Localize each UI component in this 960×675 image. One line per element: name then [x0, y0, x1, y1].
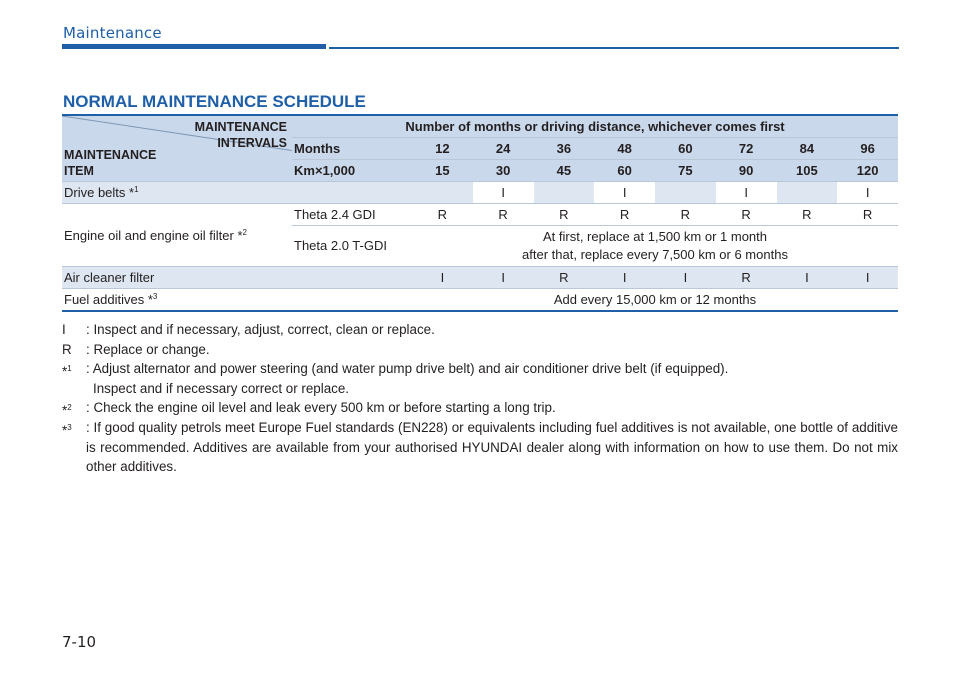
engine-oil-cell: R: [837, 204, 898, 226]
section-title: Maintenance: [63, 24, 162, 42]
drive-belts-cell: [534, 182, 595, 204]
drive-belts-cell: [777, 182, 838, 204]
air-cleaner-cell: I: [594, 267, 655, 289]
note-key: R: [62, 341, 72, 357]
months-cell: 36: [534, 138, 595, 160]
engine-oil-sub-theta20: Theta 2.0 T-GDI: [292, 226, 412, 267]
km-cell: 45: [534, 160, 595, 182]
engine-oil-cell: R: [534, 204, 595, 226]
note-key: *$^3$: [62, 422, 72, 438]
theta20-line2: after that, replace every 7,500 km or 6 months: [522, 247, 788, 262]
km-label: Km×1,000: [292, 160, 412, 182]
note-item: [62, 398, 898, 418]
note-text: : Check the engine oil level and leak every 500 km or before starting a long trip.: [86, 400, 556, 416]
note-item: [62, 340, 898, 360]
span-header: Number of months or driving distance, whichever comes first: [292, 115, 898, 138]
months-cell: 84: [777, 138, 838, 160]
km-cell: 120: [837, 160, 898, 182]
months-label: Months: [292, 138, 412, 160]
note-text: : Replace or change.: [86, 341, 210, 357]
corner-item-label: MAINTENANCE ITEM: [64, 148, 157, 178]
drive-belts-cell: I: [716, 182, 777, 204]
item-engine-oil: Engine oil and engine oil filter *$^2$: [62, 204, 292, 267]
note-item: [62, 320, 898, 340]
air-cleaner-cell: R: [534, 267, 595, 289]
drive-belts-cell: [655, 182, 716, 204]
km-cell: 75: [655, 160, 716, 182]
item-air-cleaner: Air cleaner filter: [62, 267, 412, 289]
air-cleaner-cell: I: [655, 267, 716, 289]
km-cell: 105: [777, 160, 838, 182]
engine-oil-sub-theta24: Theta 2.4 GDI: [292, 204, 412, 226]
item-fuel-additives: Fuel additives *$^3$: [62, 289, 412, 312]
months-cell: 96: [837, 138, 898, 160]
months-cell: 48: [594, 138, 655, 160]
engine-oil-theta20-instruction: [412, 226, 898, 267]
table-corner-header: [62, 115, 292, 182]
fuel-additives-instruction: Add every 15,000 km or 12 months: [412, 289, 898, 312]
header-accent-bar: [62, 44, 326, 49]
engine-oil-cell: R: [716, 204, 777, 226]
engine-oil-cell: R: [412, 204, 473, 226]
km-cell: 60: [594, 160, 655, 182]
table-header-row: [62, 115, 898, 138]
item-drive-belts: Drive belts *$^1$: [62, 182, 412, 204]
drive-belts-cell: I: [594, 182, 655, 204]
drive-belts-cell: I: [837, 182, 898, 204]
note-text: : Adjust alternator and power steering (and water pump drive belt) and air conditioner drive belt (if equipped). Inspect and if necessary correct or replace.: [86, 361, 729, 396]
table-row-drive-belts: [62, 182, 898, 204]
air-cleaner-cell: I: [412, 267, 473, 289]
engine-oil-cell: R: [473, 204, 534, 226]
table-row-fuel-additives: [62, 289, 898, 312]
legend-notes: [62, 320, 898, 477]
page-number: 7-10: [62, 633, 97, 651]
note-key: I: [62, 322, 66, 337]
air-cleaner-cell: R: [716, 267, 777, 289]
drive-belts-cell: I: [473, 182, 534, 204]
engine-oil-cell: R: [655, 204, 716, 226]
note-key: *$^2$: [62, 403, 72, 419]
header-rule: [329, 47, 899, 49]
note-key: *$^1$: [62, 364, 72, 380]
table-row-engine-oil-theta24: [62, 204, 898, 226]
engine-oil-cell: R: [594, 204, 655, 226]
note-text-cont: Inspect and if necessary correct or replace.: [93, 380, 350, 396]
km-cell: 30: [473, 160, 534, 182]
note-item: [62, 418, 898, 477]
theta20-line1: At first, replace at 1,500 km or 1 month: [543, 229, 767, 244]
note-text: : If good quality petrols meet Europe Fuel standards (EN228) or equivalents including fuel additives is not available, one bottle of additive is recommended. Additives are available from your authorised HYUNDAI dealer along with information on how to use them. Do not mix other additives.: [86, 419, 898, 475]
air-cleaner-cell: I: [473, 267, 534, 289]
months-cell: 12: [412, 138, 473, 160]
maintenance-schedule-table: [62, 114, 898, 312]
engine-oil-cell: R: [777, 204, 838, 226]
note-item: [62, 359, 898, 398]
months-cell: 72: [716, 138, 777, 160]
page-title: NORMAL MAINTENANCE SCHEDULE: [63, 92, 366, 111]
months-cell: 60: [655, 138, 716, 160]
table-row-air-cleaner: [62, 267, 898, 289]
air-cleaner-cell: I: [777, 267, 838, 289]
months-cell: 24: [473, 138, 534, 160]
km-cell: 15: [412, 160, 473, 182]
air-cleaner-cell: I: [837, 267, 898, 289]
drive-belts-cell: [412, 182, 473, 204]
note-text: : Inspect and if necessary, adjust, correct, clean or replace.: [86, 322, 435, 337]
corner-intervals-label: MAINTENANCE INTERVALS: [194, 120, 287, 150]
km-cell: 90: [716, 160, 777, 182]
